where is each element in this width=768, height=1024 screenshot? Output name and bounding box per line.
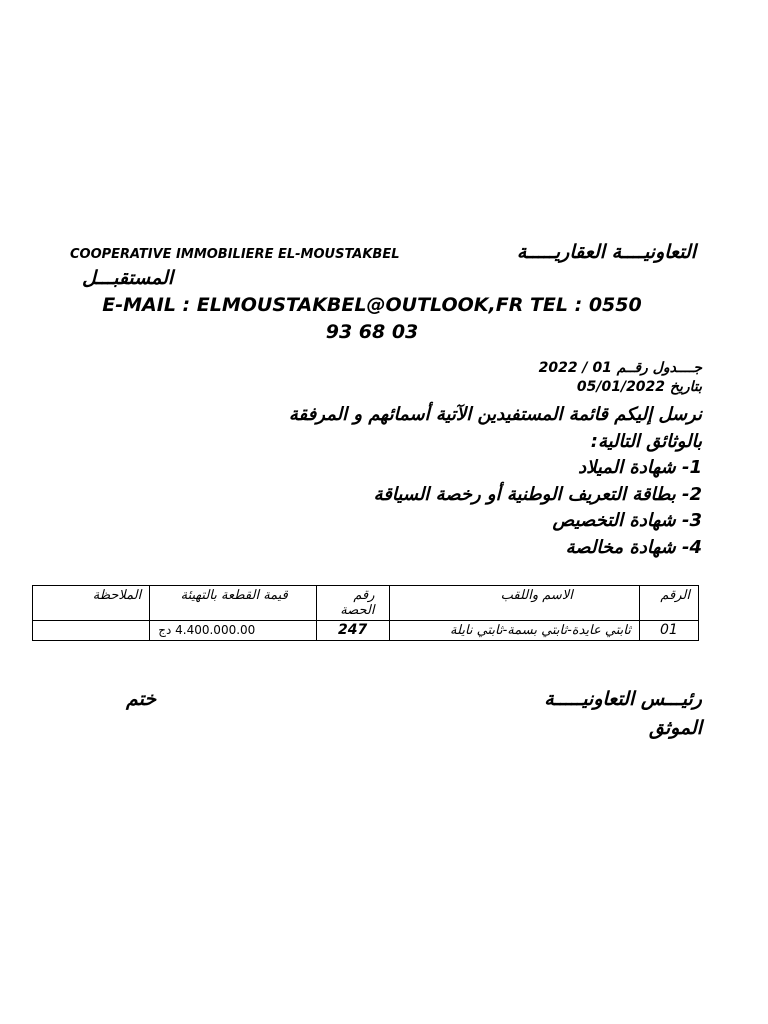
table-header-row <box>33 586 699 621</box>
contact-email-phone: E-MAIL : ELMOUSTAKBEL@OUTLOOK,FR TEL : 0550 <box>102 294 642 316</box>
cooperative-arabic-name: التعاونيــــة العقاريـــــة <box>516 241 696 263</box>
cell-lot: 247 <box>316 621 389 641</box>
cell-notes <box>33 621 150 641</box>
header-lot: رقم الحصة <box>316 586 389 621</box>
cell-number: 01 <box>639 621 698 641</box>
president-signature-label: رئيـــس التعاونيـــــة <box>544 688 702 710</box>
document-list-item: 1- شهادة الميلاد <box>578 457 702 478</box>
table-row <box>33 621 699 641</box>
cell-name: ثابتي عايدة-ثابتي بسمة-ثابتي نايلة <box>389 621 639 641</box>
cooperative-latin-name: COOPERATIVE IMMOBILIERE EL-MOUSTAKBEL <box>70 247 400 262</box>
intro-line: بالوثائق التالية: <box>590 430 702 452</box>
beneficiaries-table <box>32 585 699 641</box>
notary-label: الموثق <box>648 717 702 739</box>
table-reference <box>539 359 702 397</box>
cell-value: 4.400.000.00 دج <box>150 621 317 641</box>
document-date: بتاريخ 05/01/2022 <box>576 379 702 395</box>
contact-phone-continued: 93 68 03 <box>325 321 419 343</box>
header-notes: الملاحظة <box>33 586 150 621</box>
letter-body <box>289 402 702 561</box>
header-number: الرقم <box>639 586 698 621</box>
seal-label: ختم <box>126 688 157 710</box>
document-list-item: 3- شهادة التخصيص <box>552 510 702 531</box>
header-name: الاسم واللقب <box>389 586 639 621</box>
header-value: قيمة القطعة بالتهيئة <box>150 586 317 621</box>
intro-line: نرسل إليكم قائمة المستفيدين الآتية أسمائهم و المرفقة <box>288 404 702 425</box>
cooperative-arabic-name-continued: المستقبـــل <box>82 267 174 289</box>
contact-info <box>72 292 672 346</box>
document-list-item: 2- بطاقة التعريف الوطنية أو رخصة السياقة <box>373 483 702 505</box>
table-number: جــــدول رقــم 01 / 2022 <box>538 360 702 376</box>
document-list-item: 4- شهادة مخالصة <box>565 536 702 558</box>
